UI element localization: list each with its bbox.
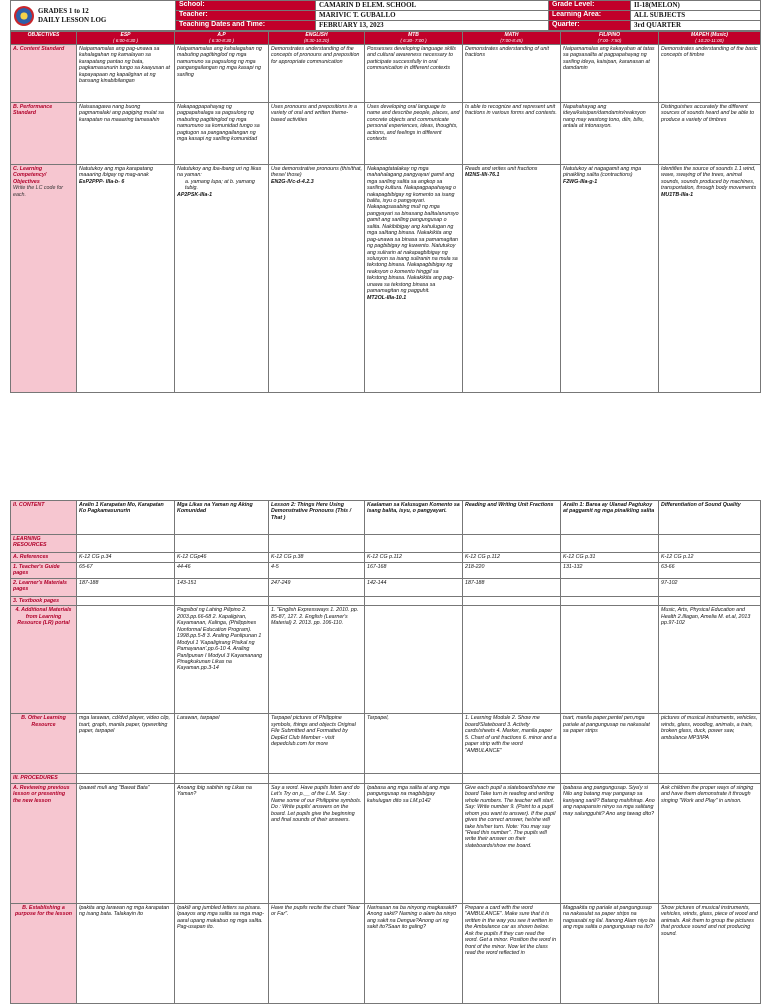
cell: Ipakita ang larawan ng mga karapatan ng isang bata. Talakayin ito [77, 903, 175, 1003]
row-head: B. Performance Standard [11, 102, 77, 164]
cell: Ipabasa ang pangungusap. Siya'y si Nilo ang batang may pangarap sa kaniyang sarili? Batang mahihirap. Ano ang napapansin ninyo sa mga salitang may salungguhit? Ano ang tawag dito? [561, 783, 659, 903]
cell: Identifies the source of sounds 1.1 wind, wave, swaying of the trees, animal sounds, sounds produced by machines, transportation, through body movements MU1TB-IIIa-1 [659, 164, 761, 392]
cell: Music, Arts, Physical Education and Health 2.Illagan, Amelia M. et.al, 2013 pp.97-102 [659, 606, 761, 714]
row-head: 4. Additional Materials from Learning Resource (LR) portal [11, 606, 77, 714]
cell: Naisasagawa nang buong pagmamalaki ang pagiging mulat sa karapatan na maaaring tamasahin [77, 102, 175, 164]
content-table [10, 500, 761, 1004]
cell: Ipaawit muli ang "Bawat Bata" [77, 783, 175, 903]
additional-materials-row [11, 606, 761, 714]
procedures-section-row [11, 774, 761, 783]
header-table [10, 0, 761, 31]
cell: 131-132 [561, 563, 659, 579]
dates-value: FEBRUARY 13, 2023 [316, 21, 549, 31]
page-top [0, 0, 768, 480]
title-block [11, 1, 176, 31]
cell: Say a word. Have pupils listen and do Let's Try on p.__ of the L.M. Say : Name some of our Philippine symbols. Do : Write pupils' answers on the board. Let pupils give the beginning and final sounds of their answers. [269, 783, 365, 903]
cell: Tarpapel, [365, 714, 463, 774]
cell: Possesses developing language skills and cultural awareness necessary to participate successfully in oral communication in different contexts [365, 44, 463, 102]
cell: Tarpapel pictures of Philippine symbols, things and objects Original File Submitted and Formatted by DepEd Club Member - visit depedclub.com for more [269, 714, 365, 774]
row-head: B. Establishing a purpose for the lesson [11, 903, 77, 1003]
col-english: ENGLISH (8:30-10:20) [269, 32, 365, 45]
cell: Demonstrates understanding of the concepts of pronouns and preposition for appropriate communication [269, 44, 365, 102]
cell [561, 606, 659, 714]
col-mtb: MTB ( 6:30- 7:00 ) [365, 32, 463, 45]
cell: Nakapagtatalakay ng mga mahahalagang pangyayari gamit ang mga sariling salita sa angkop sa sariling kultura. Nakapagpapahayag o nakapagbibigay ng komento sa isang balita, isyu o pangyayari. Nakapagsasabing muli ng mga pangyayari sa binasang balita/anunsyo gamit ang sariling pangungusap o salita. Nakibibigay ang kahulugan ng mga salitang binasa. Nakakikita ang pag-unawa sa binasa sa pamamagitan ng pagbibigay ng kuwento. Natutukoy ang sulirarin at nakapagbibigay ng solusyon sa isang suliranin na mula sa tekstong binasa. Nakapagbibigay ng reaksyon o komento hinggil sa tekstong binasa. Nakakikita ang pag-unawa sa tekstong binasa sa pamamagitan ng pagguhit. MT2OL-IIIa-10.1 [365, 164, 463, 392]
cell: Ipakili ang jumbled letters sa pisara. Ipaayos ang mga salita sa mga mag-aaral upang makabuo ng mga salita. Pag-usapan ito. [175, 903, 269, 1003]
quarter-value: 3rd QUARTER [631, 21, 761, 31]
cell [365, 606, 463, 714]
col-esp: ESP ( 6:00-6:30 ) [77, 32, 175, 45]
cell: 1. "English Expressways 1. 2010. pp. 85-87, 127. 2. English (Learner's Material) 2. 2013. pp. 106-110. [269, 606, 365, 714]
cell: Napahahayag ang ideya/kaisipan/damdamin/reaksyon nang may wastong tono, diin, bilis, antala at intonasyon. [561, 102, 659, 164]
cell [561, 578, 659, 596]
row-head: III. PROCEDURES [11, 774, 77, 783]
learning-competency-row [11, 164, 761, 392]
lc-code: MT2OL-IIIa-10.1 [367, 294, 407, 301]
cell: K-12 CG p.112 [365, 553, 463, 563]
cell: Show pictures of musical instruments, vehicles, winds, glass, piece of wood and animals. Ask them to group the pictures that produce sound and not producing sound. [659, 903, 761, 1003]
teacher-value: MARIVIC T. GUBALLO [316, 11, 549, 21]
row-head: 2. Learner's Materials pages [11, 578, 77, 596]
cell: Demonstrates understanding of unit fractions [463, 44, 561, 102]
cell: Mga Likas na Yaman ng Aking Komunidad [175, 501, 269, 535]
cell: Natutukoy ang mga karapatang maaaring ibigay ng mag-anak EsP2PPP- IIIa-b- 6 [77, 164, 175, 392]
lc-code: MU1TB-IIIa-1 [661, 191, 694, 198]
content-row [11, 501, 761, 535]
row-head: 1. Teacher's Guide pages [11, 563, 77, 579]
cell: 4-5 [269, 563, 365, 579]
cell: Distinguishes accurately the different sources of sounds heard and be able to produce a variety of timbres [659, 102, 761, 164]
cell: 65-67 [77, 563, 175, 579]
cell: K-12 CGp46 [175, 553, 269, 563]
lc-code: AP2PSK-IIIa-1 [177, 191, 213, 198]
cell: 247-249 [269, 578, 365, 596]
cell: tsart, manila paper,pentel pen,mga pariale at pangungusap na nakasulat sa paper strips [561, 714, 659, 774]
content-standard-row [11, 44, 761, 102]
page-bottom [0, 500, 768, 1006]
cell: Ipabasa ang mga salita at ang mga pangungusap na magbibigay kahulugan dito sa LM.p142 [365, 783, 463, 903]
cell: 142-144 [365, 578, 463, 596]
lc-code: EsP2PPP- IIIa-b- 6 [79, 178, 125, 185]
cell: Give each pupil a slateboard/show me board Take turn in reading and writing whole numbers. The teacher will start. Say: Write number 9. (Point to a pupil whom you want to answer). If the pupil gives the correct answer, he/she will take his/her turn. Note: You may say "Read this number". The pupils will write their answer on their slateboards/show me board. [463, 783, 561, 903]
cell: K-12 CG p.112 [463, 553, 561, 563]
row-head: II. CONTENT [11, 501, 77, 535]
cell: Naipamamalas ang kahalagahan ng mabuting pagtitinglod ng mga namumuno sa pagsulong ng mga pangangailangan ng mga kasapi ng sariling [175, 44, 269, 102]
learning-area-label: Learning Area: [549, 11, 631, 21]
lc-code: EN2G-IVc-d-4.2.3 [271, 178, 314, 185]
cell: Reads and writes unit fractions M2NS-IIIi-76.1 [463, 164, 561, 392]
cell: Nakapagpapahayag ng pagpapahalaga sa pagsulong ng mabuting pagtitinglod ng mga namumuno sa komunidad tungo sa pagtugon sa pangangailangan ng mga kasapi ng sariling komunidad [175, 102, 269, 164]
quarter-label: Quarter: [549, 21, 631, 31]
col-mapeh: MAPEH (Music) ( 10:20-11:00) [659, 32, 761, 45]
cell: Narinasan na ba ninyong magkasakit? Anong sakit? Naming o alam ba ninyo ang sakit na Dengue?Anong uri ng sakit ito?Saan ito galing? [365, 903, 463, 1003]
cell: Uses pronouns and prepositions in a variety of oral and written theme-based activities [269, 102, 365, 164]
row-head: A. Content Standard [11, 44, 77, 102]
grade-level-value: II-18(MELON) [631, 1, 761, 11]
cell: K-12 CG p.31 [561, 553, 659, 563]
cell: Natutukoy ang iba-ibang uri ng likas na yaman: a. yamang lupa; at b. yamang tubig. AP2PSK-IIIa-1 [175, 164, 269, 392]
cell: Larawan, tarpapel [175, 714, 269, 774]
col-objectives: OBJECTIVES [11, 32, 77, 45]
cell: Magpakita ng pariale at pangungusap na nakasulat sa paper strips na nagsasabi ng ilal. Itanong Alam niyo ba ang mga salita o pangungusap na ito? [561, 903, 659, 1003]
title-line2: DAILY LESSON LOG [38, 15, 107, 24]
cell: 187-188 [463, 578, 561, 596]
cell: 187-188 [77, 578, 175, 596]
objectives-table [10, 31, 761, 393]
cell: Natutukoy at nagagamit ang mga pinaikling salita (contractions) F2WG-IIIa-g-1 [561, 164, 659, 392]
row-head: C. Learning Competency/ Objectives Write the LC code for each. [11, 164, 77, 392]
deped-seal-icon [14, 6, 34, 26]
teacher-label: Teacher: [176, 11, 316, 21]
references-row [11, 553, 761, 563]
other-resources-row [11, 714, 761, 774]
column-header-row [11, 32, 761, 45]
cell: 63-66 [659, 563, 761, 579]
cell: Prepare a card with the word "AMBULANCE". Make sure that it is written in the way you see it written in the Ambulance car as shown below. Ask the pupils if they can read the word. Get a minor. Position the word in front of the minor. Now let the class read the word reflected in [463, 903, 561, 1003]
resources-section-row [11, 535, 761, 553]
cell: Kaalaman sa Kalusugan Komento sa isang balita, isyu, o pangyayari. [365, 501, 463, 535]
row-head: A. Reviewing previous lesson or presenting the new lesson [11, 783, 77, 903]
cell: 97-102 [659, 578, 761, 596]
cell: Use demonstrative pronouns (this/that, these/ those) EN2G-IVc-d-4.2.3 [269, 164, 365, 392]
textbook-row [11, 596, 761, 605]
col-filipino: FILIPINO (7:00- 7:50) [561, 32, 659, 45]
cell: Naipamamalas ang pag-unawa sa kahalagahan ng kamalayan sa karapatang pantao ng bata, pagkamasunurin tungo sa kaayusan at kapayapaan ng kapaligiran at ng bansang kinabibilangan [77, 44, 175, 102]
cell: Pagsibol ng Lahing Pilipino 2. 2003.pp.66-68 2. Kapaligiran, Kayamanan, Kalinga, (Philippines Nonformal Education Program). 1998.pp.5-8 3. Araling Panlipunan 1 Modyul 1 'Kapaligirang Pisikal ng Pamayanan'.pp.6-10 4. Araling Panlipunan I Modyul 3 Kayamanang Pinagkukunan Likas na Kayaman.pp.3-14 [175, 606, 269, 714]
lc-code: F2WG-IIIa-g-1 [563, 178, 598, 185]
cell: 167-168 [365, 563, 463, 579]
cell: Is able to recognize and represent unit fractions in various forms and contexts. [463, 102, 561, 164]
dates-label: Teaching Dates and Time: [176, 21, 316, 31]
row-head: LEARNING RESOURCES [11, 535, 77, 553]
cell: Ask children the proper ways of singing and have them demonstrate it through singing "Work and Play" in unison. [659, 783, 761, 903]
row-head: B. Other Learning Resource [11, 714, 77, 774]
lc-code: M2NS-IIIi-76.1 [465, 172, 500, 179]
cell: Aralin 1: Barea ay Ulanad Pagtukoy at paggamit ng mga pinaikling salita [561, 501, 659, 535]
cell: Naipamamalas ang kakayahan at tatas sa pagsasalita at pagpapahayag ng sariling ideya, kaisipan, karanasan at damdamin [561, 44, 659, 102]
performance-standard-row [11, 102, 761, 164]
cell: K-12 CG p.38 [269, 553, 365, 563]
cell: Uses developing oral language to name and describe people, places, and concrete objects and communicate personal experiences, ideas, thoughts, actions, and feelings in different contexts [365, 102, 463, 164]
title-line1: GRADES 1 to 12 [38, 7, 89, 16]
cell: Reading and Writing Unit Fractions [463, 501, 561, 535]
cell: pictures of musical instruments, vehicles, winds, glass, woodlog, animals, a train, broken glass, duck, power saw, ambulance MP3/IPA [659, 714, 761, 774]
cell: 143-151 [175, 578, 269, 596]
learning-area-value: ALL SUBJECTS [631, 11, 761, 21]
cell: 218-220 [463, 563, 561, 579]
school-value: CAMARIN D ELEM. SCHOOL [316, 1, 549, 11]
cell: Anoang ibig sabihin ng Likas na Yaman? [175, 783, 269, 903]
teachers-guide-row [11, 563, 761, 579]
row-head: 3. Textbook pages [11, 596, 77, 605]
cell: 1. Learning Module 2. Show me board/Slateboard 3. Activity cards/sheets 4. Marker, manila paper 5. Chart of unit fractions 6. minor and a paper strip with the word "AMBULANCE" [463, 714, 561, 774]
cell [77, 606, 175, 714]
grade-level-label: Grade Level: [549, 1, 631, 11]
cell: 44-46 [175, 563, 269, 579]
cell: Aralin 1 Karapatan Mo, Karapatan Ko Pagkamasunurin [77, 501, 175, 535]
purpose-row [11, 903, 761, 1003]
cell: Lesson 2: Things Here Using Demonstrative Pronouns (This / That ) [269, 501, 365, 535]
cell [463, 606, 561, 714]
cell: mga larawan, cd/dvd player, video clip, tsart, graph, manila paper, typewriting paper, tarpapel [77, 714, 175, 774]
school-label: School: [176, 1, 316, 11]
learners-materials-row [11, 578, 761, 596]
col-ap: A.P ( 6:30-8:30 ) [175, 32, 269, 45]
cell: K-12 CG p.12 [659, 553, 761, 563]
reviewing-lesson-row [11, 783, 761, 903]
row-head: A. References [11, 553, 77, 563]
cell: Have the pupils recite the chant "Near or Far". [269, 903, 365, 1003]
cell: Demonstrates understanding of the basic concepts of timbre [659, 44, 761, 102]
col-math: MATH (7:00-8:45) [463, 32, 561, 45]
cell: K-12 CG p.34 [77, 553, 175, 563]
cell: Differentiation of Sound Quality [659, 501, 761, 535]
